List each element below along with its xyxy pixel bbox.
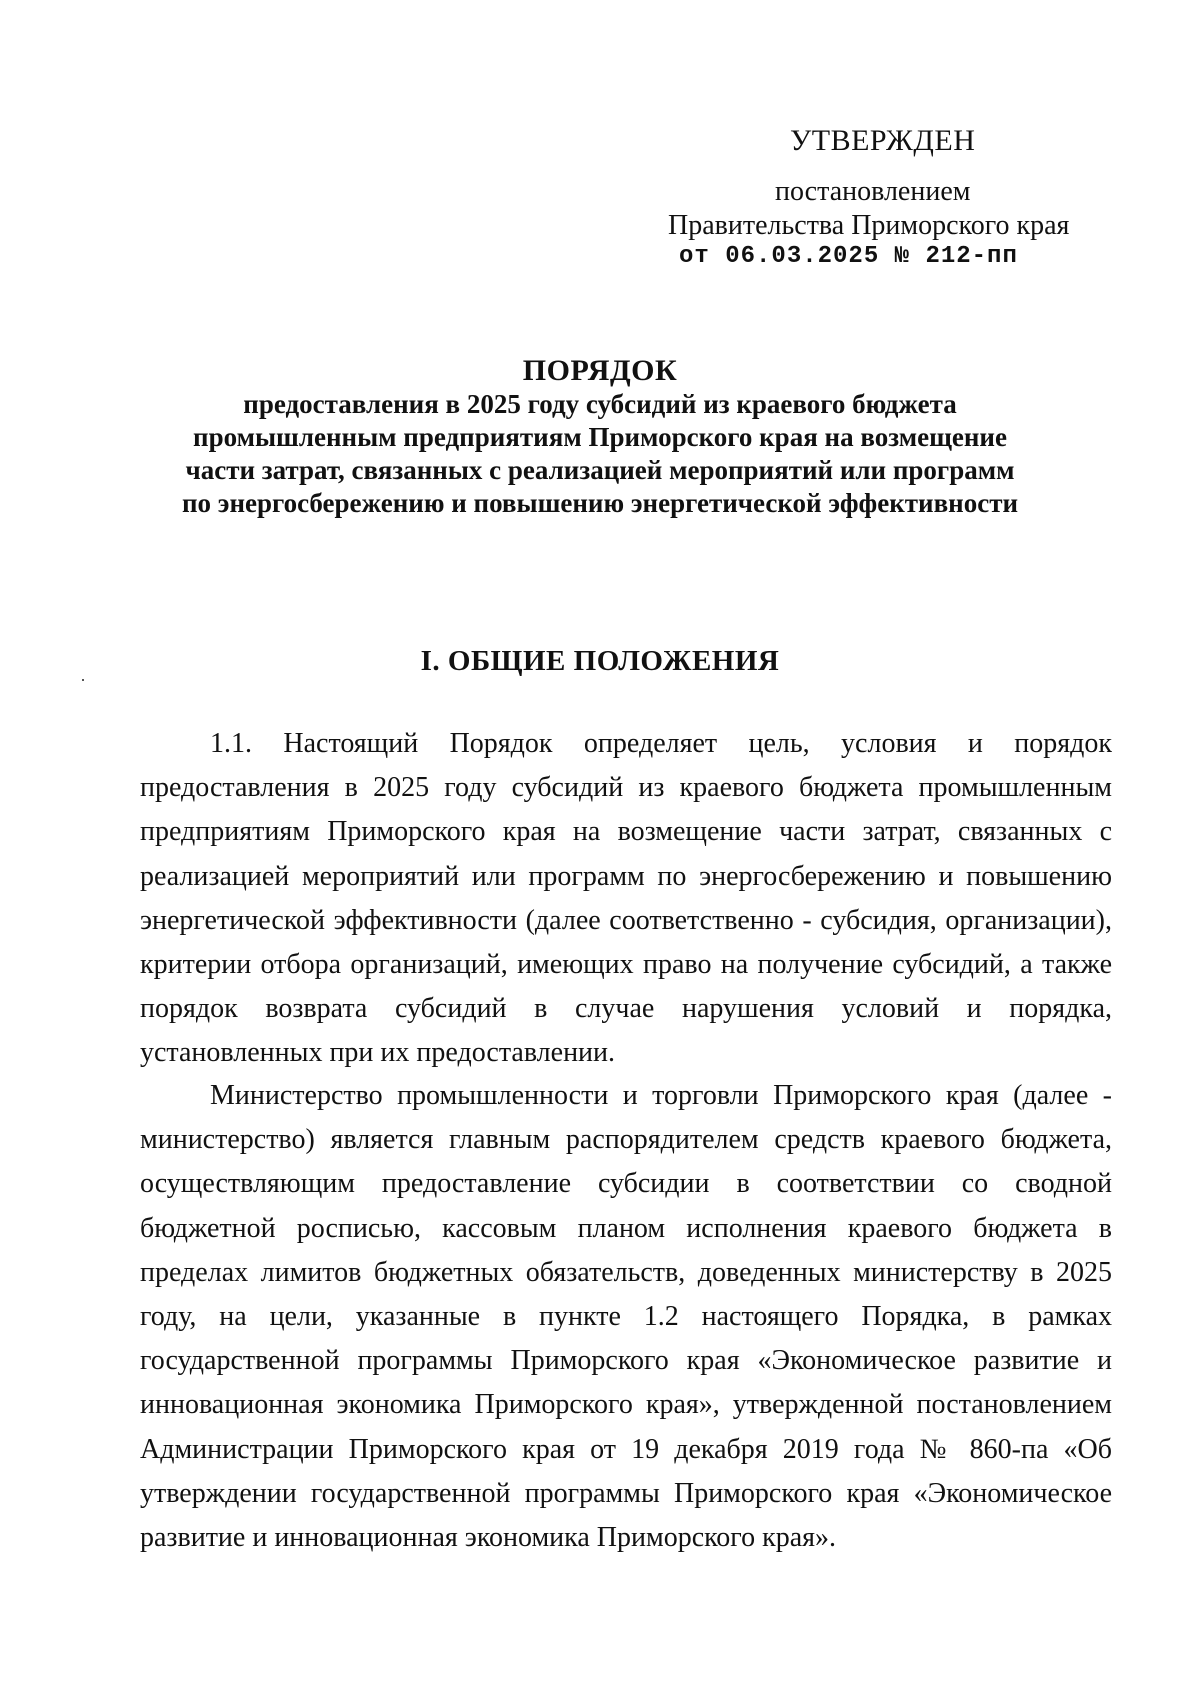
approval-line-date-number: от 06.03.2025 № 212-пп	[679, 243, 1018, 270]
scan-artifact-dot	[82, 679, 84, 681]
approval-title: УТВЕРЖДЕН	[790, 124, 976, 157]
paragraph-1-1: 1.1. Настоящий Порядок определяет цель, условия и порядок предоставления в 2025 году субсидий из краевого бюджета промышленным предприятиям Приморского края на возмещение части затрат, связанных с реализацией мероприятий или программ по энергосбережению и повышению энергетической эффективности (далее соответственно - субсидия, организации), критерии отбора организаций, имеющих право на получение субсидий, а также порядок возврата субсидий в случае нарушения условий и порядка, установленных при их предоставлении.	[140, 728, 1112, 1069]
approval-line-resolution: постановлением	[775, 176, 971, 207]
document-title: ПОРЯДОК	[522, 354, 678, 387]
paragraph-ministry: Министерство промышленности и торговли Приморского края (далее - министерство) является главным распорядителем средств краевого бюджета, осуществляющим предоставление субсидии в соответствии со сводной бюджетной росписью, кассовым планом исполнения краевого бюджета в пределах лимитов бюджетных обязательств, доведенных министерству в 2025 году, на цели, указанные в пункте 1.2 настоящего Порядка, в рамках государственной программы Приморского края «Экономическое развитие и инновационная экономика Приморского края», утвержденной постановлением Администрации Приморского края от 19 декабря 2019 года № 860-па «Об утверждении государственной программы Приморского края «Экономическое развитие и инновационная экономика Приморского края».	[140, 1080, 1112, 1554]
approval-line-government: Правительства Приморского края	[668, 210, 1070, 241]
section-heading: I. ОБЩИЕ ПОЛОЖЕНИЯ	[420, 645, 780, 677]
document-subtitle: предоставления в 2025 году субсидий из краевого бюджета промышленным предприятиям Приморского края на возмещение части затрат, связанных с реализацией мероприятий или программ по энергосбережению и повышению энергетической эффективности	[181, 389, 1019, 518]
